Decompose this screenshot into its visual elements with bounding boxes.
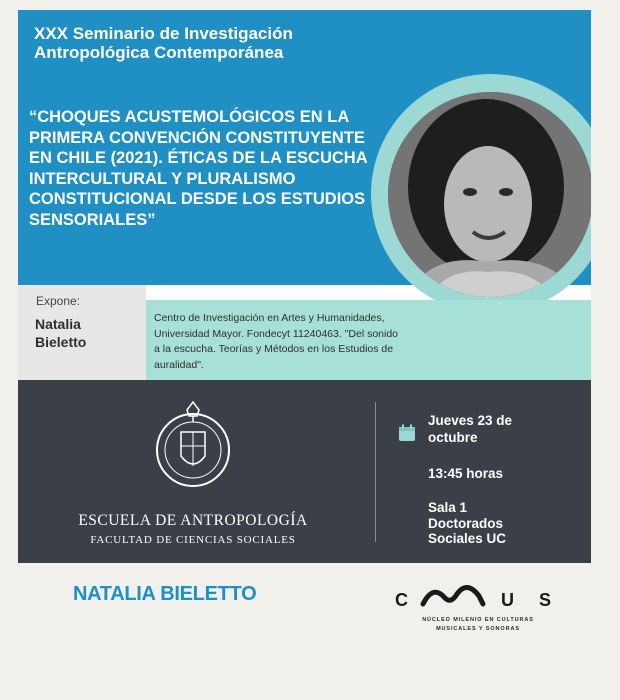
room-line3: Sociales UC: [428, 531, 507, 546]
camus-subtitle-line1: NÚCLEO MILENIO EN CULTURAS: [422, 617, 534, 623]
camus-subtitle-line2: MUSICALES Y SONORAS: [436, 625, 520, 632]
footer-speaker-name: NATALIA BIELETTO: [73, 583, 257, 605]
divider: [375, 402, 376, 542]
logo-right-letters: U S: [501, 590, 562, 610]
speaker-photo: [388, 92, 591, 297]
series-title-line1: XXX Seminario de Investigación: [34, 24, 293, 43]
speaker-name: [35, 315, 135, 351]
faculty-name: FACULTAD DE CIENCIAS SOCIALES: [90, 534, 296, 546]
affiliation-box: [146, 300, 591, 380]
info-panel: [18, 380, 591, 563]
school-name: ESCUELA DE ANTROPOLOGÍA: [78, 512, 308, 529]
talk-title: “CHOQUES ACUSTEMOLÓGICOS EN LA PRIMERA CONVENCIÓN CONSTITUYENTE EN CHILE (2021). ÉTICAS DE LA ESCUCHA INTERCULTURAL Y PLURALISMO CONSTITUCIONAL DESDE LOS ESTUDIOS SENSORIALES”: [29, 108, 367, 229]
seminar-poster: [18, 10, 591, 563]
series-title-line2: Antropológica Contemporánea: [34, 43, 284, 62]
room-line1: Sala 1: [428, 500, 468, 515]
university-seal: [151, 400, 235, 490]
camus-logo: [393, 582, 563, 644]
logo-left-letter: C: [395, 590, 412, 610]
expone-label: Expone:: [36, 294, 81, 308]
event-room: [428, 500, 548, 547]
series-title: [34, 24, 394, 62]
affiliation-text: Centro de Investigación en Artes y Humanidades, Universidad Mayor. Fondecyt 11240463. "Del sonido a la escucha. Teorías y Métodos en los Estudios de auralidad".: [154, 312, 399, 371]
speaker-box: [18, 285, 146, 380]
calendar-icon: [398, 424, 416, 442]
event-date: Jueves 23 de octubre: [428, 413, 513, 445]
speaker-last-name: Bieletto: [35, 334, 87, 350]
room-line2: Doctorados: [428, 515, 504, 531]
event-time: 13:45 horas: [428, 466, 504, 481]
camus-subtitle: [393, 616, 563, 633]
speaker-first-name: Natalia: [35, 316, 81, 332]
